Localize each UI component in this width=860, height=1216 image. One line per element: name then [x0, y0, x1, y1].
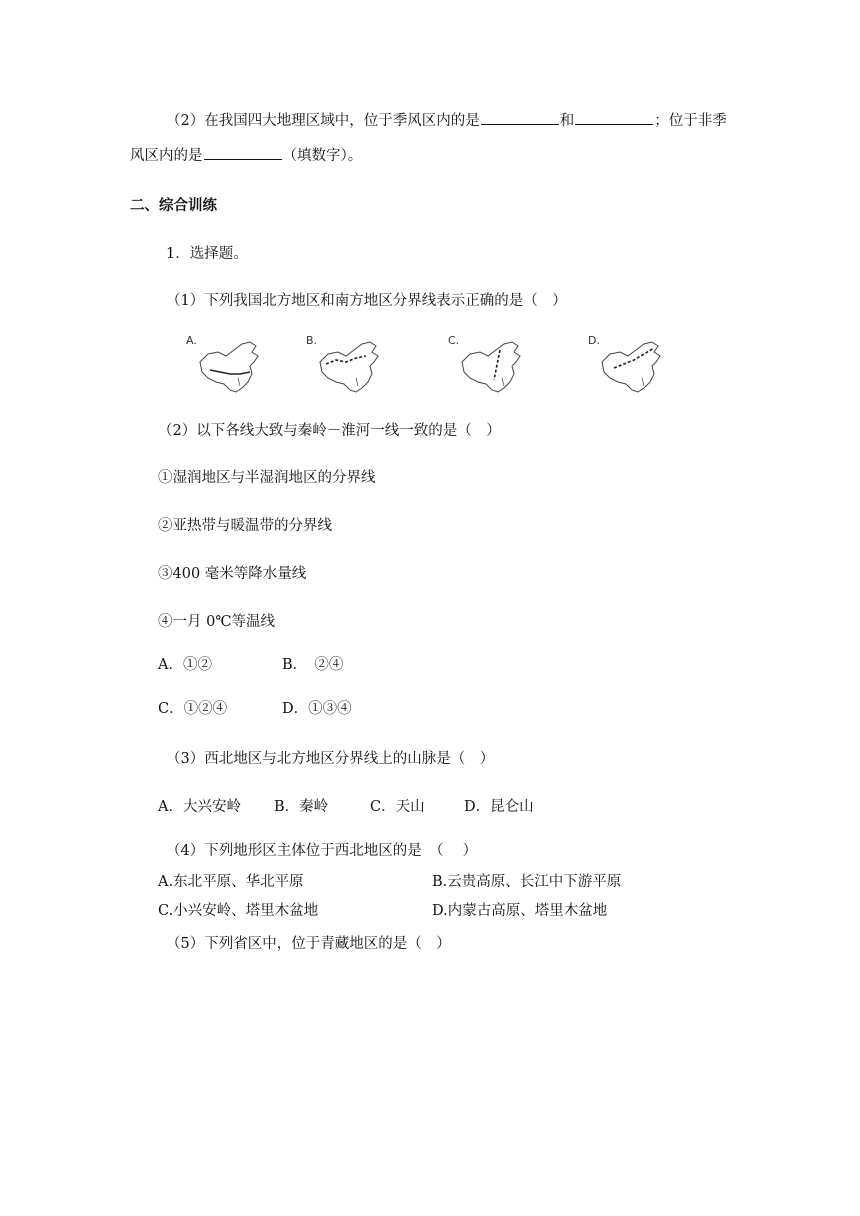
map-option-label: B. [306, 334, 318, 347]
map-option-a[interactable] [186, 334, 268, 398]
answer-option[interactable]: A．①② [158, 657, 212, 673]
question-stem: （4）下列地形区主体位于西北地区的是 （ ） [166, 843, 478, 859]
statement-item: ④一月 0℃等温线 [158, 614, 276, 630]
question-title: 1．选择题。 [166, 246, 248, 262]
question-text-part: （2）在我国四大地理区域中，位于季风区内的是 [166, 113, 480, 129]
map-option-b[interactable] [306, 334, 388, 398]
map-option-label: D. [588, 334, 600, 347]
question-text [130, 145, 362, 166]
answer-option[interactable]: B.云贵高原、长江中下游平原 [432, 874, 622, 890]
question-stem: （3）西北地区与北方地区分界线上的山脉是（ ） [166, 751, 495, 767]
answer-option[interactable]: B．秦岭 [274, 799, 329, 815]
answer-option[interactable]: C.小兴安岭、塔里木盆地 [158, 903, 319, 919]
answer-option[interactable]: D.内蒙古高原、塔里木盆地 [432, 903, 608, 919]
china-map-icon [458, 338, 528, 396]
answer-blank[interactable] [575, 110, 653, 125]
section-heading: 二、综合训练 [130, 197, 217, 214]
answer-option[interactable]: C．天山 [370, 799, 425, 815]
answer-blank[interactable] [204, 145, 282, 160]
answer-option[interactable]: A．大兴安岭 [158, 799, 241, 815]
question-text-part: 风区内的是 [130, 148, 203, 164]
statement-item: ③400 毫米等降水量线 [158, 566, 307, 582]
answer-option[interactable]: C．①②④ [158, 701, 228, 717]
question-text [166, 110, 727, 131]
china-map-icon [196, 338, 266, 396]
map-option-d[interactable] [588, 334, 670, 398]
map-option-label: C. [448, 334, 460, 347]
map-option-label: A. [186, 334, 197, 347]
china-map-icon [598, 338, 668, 396]
answer-option[interactable]: D．昆仑山 [464, 799, 534, 815]
map-options [186, 334, 676, 398]
answer-blank[interactable] [481, 110, 559, 125]
question-stem: （1）下列我国北方地区和南方地区分界线表示正确的是（ ） [166, 293, 567, 309]
answer-option[interactable]: D．①③④ [282, 701, 352, 717]
question-stem: （2）以下各线大致与秦岭－淮河一线一致的是（ ） [158, 423, 501, 439]
statement-item: ①湿润地区与半湿润地区的分界线 [158, 470, 376, 486]
question-text-part: 和 [559, 113, 575, 129]
question-text-part: （填数字）。 [282, 148, 363, 164]
china-map-icon [316, 338, 386, 396]
map-option-c[interactable] [448, 334, 530, 398]
question-stem: （5）下列省区中，位于青藏地区的是（ ） [166, 936, 451, 952]
question-text-part: ；位于非季 [654, 113, 727, 129]
answer-option[interactable]: A.东北平原、华北平原 [158, 874, 304, 890]
statement-item: ②亚热带与暖温带的分界线 [158, 518, 332, 534]
answer-option[interactable]: B． ②④ [282, 657, 344, 673]
